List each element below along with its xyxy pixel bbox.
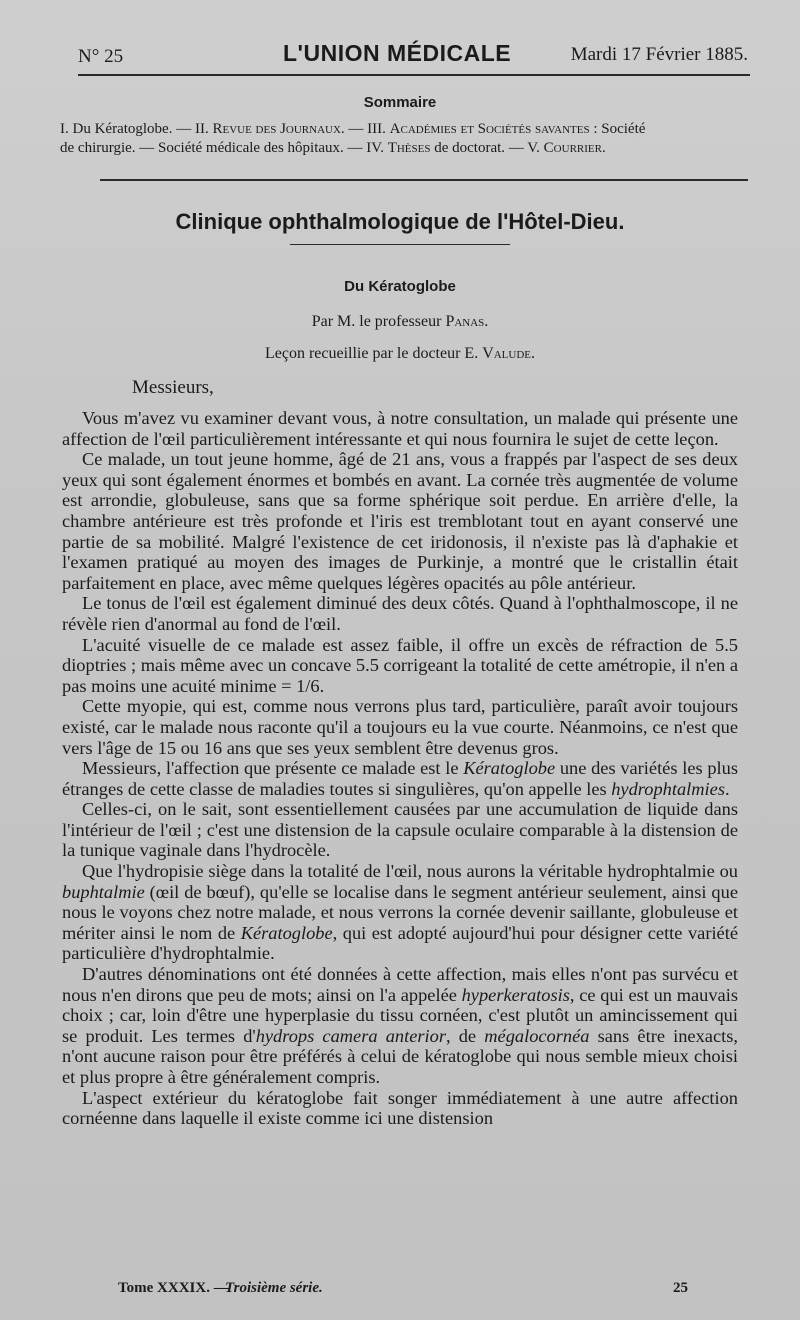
sommaire-contents xyxy=(60,120,750,158)
recorder-line: Leçon recueillie par le docteur E. Valude. xyxy=(264,345,536,362)
section-heading: Clinique ophthalmologique de l'Hôtel-Dieu. xyxy=(175,209,625,234)
paragraph: Le tonus de l'œil est également diminué des deux côtés. Quand à l'ophthalmoscope, il ne révèle rien d'anormal au fond de l'œil. xyxy=(62,593,738,634)
paragraph: Ce malade, un tout jeune homme, âgé de 21 ans, vous a frappés par l'aspect de ses deux yeux qui sont également énormes et bombés en avant. La cornée très augmentée de volume est arrondie, globuleuse, sans que sa forme sphérique soit perdue. En arrière d'elle, la chambre antérieure est très profonde et l'iris est tremblotant tout en ayant conservé une partie de sa mobilité. Malgré l'existence de cet iridonosis, il n'existe pas là d'aphakie et l'examen pratiqué au moyen des images de Purkinje, a montré que le cristallin était parfaitement en place, avec même quelques légères opacités au pôle antérieur. xyxy=(62,449,738,593)
page-number: 25 xyxy=(673,1280,688,1296)
section-rule xyxy=(290,244,510,245)
sommaire-rule xyxy=(100,179,748,181)
issue-number: N° 25 xyxy=(78,46,124,67)
salutation: Messieurs, xyxy=(132,377,214,398)
paragraph: L'aspect extérieur du kératoglobe fait songer immédiatement à une autre affection cornéenne dans laquelle il existe comme ici une distension xyxy=(62,1087,738,1129)
author-name: Panas xyxy=(445,313,485,330)
recorder-name: Valude xyxy=(482,345,532,362)
article-title: Du Kératoglobe xyxy=(344,278,456,295)
sommaire-line-1: I. Du Kératoglobe. — II. Revue des Journaux. — III. Académies et Sociétés savantes : Société xyxy=(60,121,646,137)
sommaire-title: Sommaire xyxy=(363,94,437,111)
author-line: Par M. le professeur Panas. xyxy=(311,313,489,330)
sommaire-line-2: de chirurgie. — Société médicale des hôpitaux. — IV. Thèses de doctorat. — V. Courrier. xyxy=(60,140,606,156)
paragraph: Que l'hydropisie siège dans la totalité de l'œil, nous aurons la véritable hydrophtalmie ou buphtalmie (œil de bœuf), qu'elle se localise dans le segment antérieur seulement, ainsi que nous le voyons chez notre malade, et nous verrons la cornée devenir saillante, globuleuse et mériter ainsi le nom de Kératoglobe, qui est adopté aujourd'hui pour désigner cette variété particulière d'hydrophtalmie. xyxy=(62,861,738,964)
paragraph: Cette myopie, qui est, comme nous verrons plus tard, particulière, paraît avoir toujours existé, car le malade nous raconte qu'il a toujours eu la vue courte. Néanmoins, ce n'est que vers l'âge de 15 ou 16 ans que ses yeux semblent être devenus gros. xyxy=(62,696,738,758)
page-footer xyxy=(118,1280,688,1302)
tome-label: Tome XXXIX. — xyxy=(118,1280,229,1296)
article-body xyxy=(62,408,738,1129)
header-rule xyxy=(78,74,750,76)
paragraph: L'acuité visuelle de ce malade est assez faible, il offre un excès de réfraction de 5.5 dioptries ; mais même avec un concave 5.5 corrigeant la totalité de cette amétropie, il n'en a pas moins une acuité minime = 1/6. xyxy=(62,634,738,696)
issue-date: Mardi 17 Février 1885. xyxy=(570,44,748,65)
paragraph: Messieurs, l'affection que présente ce malade est le Kératoglobe une des variétés les plus étranges de cette classe de maladies toutes si singulières, qu'on appelle les hydrophtalmies. xyxy=(62,758,738,799)
paragraph: Vous m'avez vu examiner devant vous, à notre consultation, un malade qui présente une affection de l'œil particulièrement intéressante et qui nous fournira le sujet de cette leçon. xyxy=(62,408,738,449)
paragraph: D'autres dénominations ont été données à cette affection, mais elles n'ont pas survécu et nous n'en dirons que peu de mots; ainsi on l'a appelée hyperkeratosis, ce qui est un mauvais choix ; car, loin d'être une hyperplasie du tissu cornéen, c'est plutôt un amincissement qui se produit. Les termes d'hydrops camera anterior, de mégalocornéa sans être inexacts, n'ont aucune raison pour être préférés à celui de kératoglobe qui nous semble mieux choisi et plus propre à être généralement compris. xyxy=(62,964,738,1087)
page-header xyxy=(78,38,748,72)
paragraph: Celles-ci, on le sait, sont essentiellement causées par une accumulation de liquide dans l'intérieur de l'œil ; c'est une distension de la capsule oculaire comparable à la distension de la tunique vaginale dans l'hydrocèle. xyxy=(62,799,738,861)
journal-title: L'UNION MÉDICALE xyxy=(283,40,512,66)
serie-label: Troisième série. xyxy=(225,1280,323,1296)
